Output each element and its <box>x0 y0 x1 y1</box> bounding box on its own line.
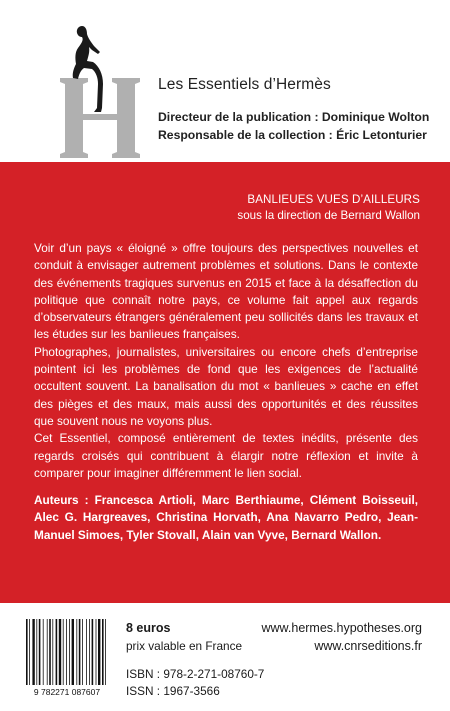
hermes-logo-icon <box>54 16 146 160</box>
blurb-paragraph: Photographes, journalistes, universitaires ou encore chefs d’entreprise pointent ici les problèmes de fond que les exigences de l’actualité occultent souvent. La banalisation du mot « banlieues » cache en effet des pièges et des maux, mais aussi des opportunités et des réussites que souvent nous ne voyons plus. <box>34 344 418 428</box>
website-link-cnrs[interactable]: www.cnrseditions.fr <box>314 639 422 653</box>
price-note: prix valable en France <box>126 639 243 653</box>
blurb <box>34 240 418 482</box>
isbn: ISBN : 978-2-271-08760-7 <box>126 667 265 681</box>
website-link-hermes[interactable]: www.hermes.hypotheses.org <box>261 621 422 635</box>
blurb-paragraph: Voir d’un pays « éloigné » offre toujours des perspectives nouvelles et conduit à envisager autrement problèmes et solutions. Dans le contexte des événements tragiques survenus en 2015 et face à la désaffection du politique que connaît notre pays, ce volume fait appel aux regards d’observateurs étrangers généralement peu sollicités dans les travaux et les études sur les banlieues françaises. <box>34 241 418 342</box>
publication-director: Directeur de la publication : Dominique Wolton <box>158 110 430 124</box>
collection-manager: Responsable de la collection : Éric Letonturier <box>158 128 427 142</box>
authors-list: Auteurs : Francesca Artioli, Marc Berthiaume, Clément Boisseuil, Alec G. Hargreaves, Christina Horvath, Ana Navarro Pedro, Jean-Manuel Simoes, Tyler Stovall, Alain van Vyve, Bernard Wallon. <box>34 493 418 542</box>
barcode-icon <box>22 617 112 697</box>
book-subtitle: sous la direction de Bernard Wallon <box>237 209 420 222</box>
header-panel <box>0 0 450 162</box>
book-title: BANLIEUES VUES D’AILLEURS <box>247 193 420 206</box>
barcode-number: 9 782271 087607 <box>33 687 101 697</box>
price: 8 euros <box>126 621 171 635</box>
issn: ISSN : 1967-3566 <box>126 684 220 698</box>
footer-panel <box>0 603 450 711</box>
blurb-paragraph: Cet Essentiel, composé entièrement de textes inédits, présente des regards croisés qui contribuent à élargir notre réflexion et invite à comparer pour imaginer différemment le lien social. <box>34 431 418 480</box>
series-title: Les Essentiels d’Hermès <box>158 76 331 93</box>
